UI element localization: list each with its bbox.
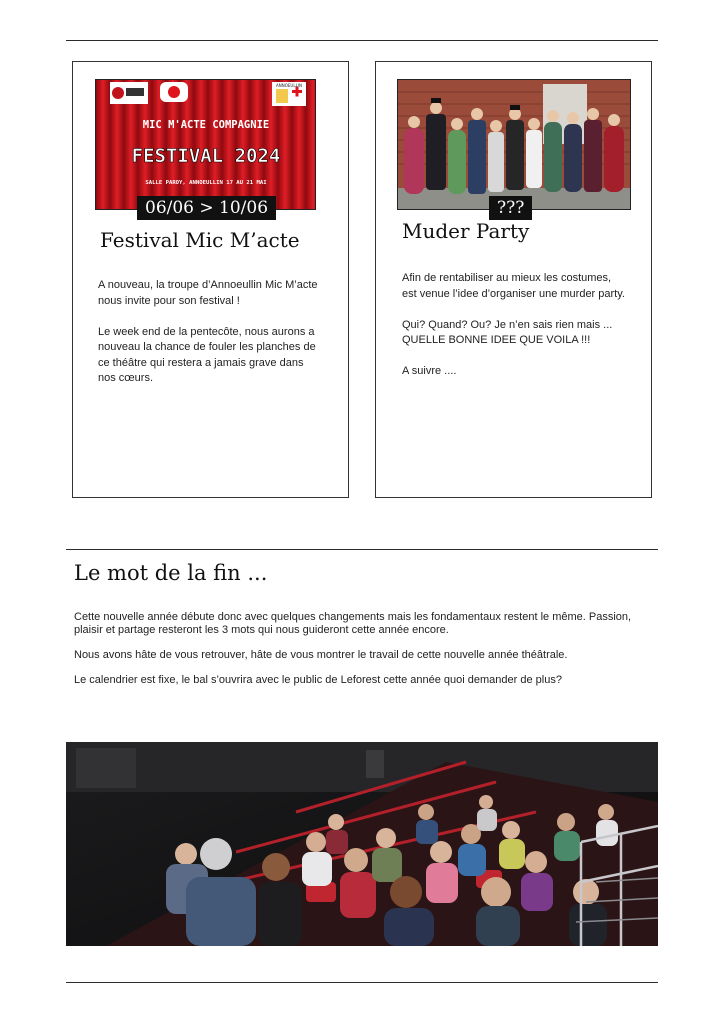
troupe-costume-photo — [397, 79, 631, 210]
poster-troupe-name: MIC M'ACTE COMPAGNIE — [142, 119, 270, 131]
festival-card — [72, 61, 349, 498]
poster-badge-text: ANNOEULLIN — [276, 83, 302, 88]
final-word-paragraph: Cette nouvelle année débute donc avec quelques changements mais les fondamentaux restent le même. Passion, plaisir et partage resteront les 3 mots qui nous guideront cette année encore. — [74, 611, 632, 636]
poster-venue: SALLE PAROY, ANNOEULLIN 17 AU 21 MAI — [145, 180, 267, 186]
bottom-divider — [66, 982, 658, 983]
audience-photo-art — [66, 742, 658, 946]
festival-date-badge: 06/06 > 10/06 — [137, 196, 276, 220]
troupe-photo-art — [398, 80, 631, 210]
theatre-audience-photo — [66, 742, 658, 946]
murder-party-paragraph: Qui? Quand? Ou? Je n’en sais rien mais ... QUELLE BONNE IDEE QUE VOILA !!! — [402, 318, 613, 346]
festival-paragraph: Le week end de la pentecôte, nous aurons a nouveau la chance de fouler les planches de ce théâtre qui restera a jamais grave dans nos cœurs. — [98, 325, 316, 384]
festival-poster-art — [96, 80, 316, 210]
festival-card-text — [98, 278, 323, 402]
poster-festival-title: FESTIVAL 2024 — [131, 145, 281, 167]
section-divider — [66, 549, 658, 550]
festival-paragraph: A nouveau, la troupe d’Annoeullin Mic M’acte nous invite pour son festival ! — [98, 279, 318, 307]
festival-poster-image — [95, 79, 316, 210]
festival-card-title: Festival Mic M’acte — [100, 228, 300, 252]
final-word-paragraph: Le calendrier est fixe, le bal s’ouvrira avec le public de Leforest cette année quoi demander de plus? — [74, 674, 562, 686]
murder-party-paragraph: A suivre .... — [402, 365, 457, 377]
final-word-title: Le mot de la fin ... — [74, 561, 268, 585]
murder-party-paragraph: Afin de rentabiliser au mieux les costumes, est venue l’idee d’organiser une murder party. — [402, 272, 625, 300]
final-word-text — [74, 611, 644, 699]
murder-party-card — [375, 61, 652, 498]
murder-party-date-badge: ??? — [489, 196, 532, 220]
final-word-paragraph: Nous avons hâte de vous retrouver, hâte de vous montrer le travail de cette nouvelle année théâtrale. — [74, 649, 568, 661]
murder-party-card-text — [402, 271, 627, 395]
murder-party-card-title: Muder Party — [402, 219, 530, 243]
costumed-actors — [404, 98, 624, 194]
top-divider — [66, 40, 658, 41]
